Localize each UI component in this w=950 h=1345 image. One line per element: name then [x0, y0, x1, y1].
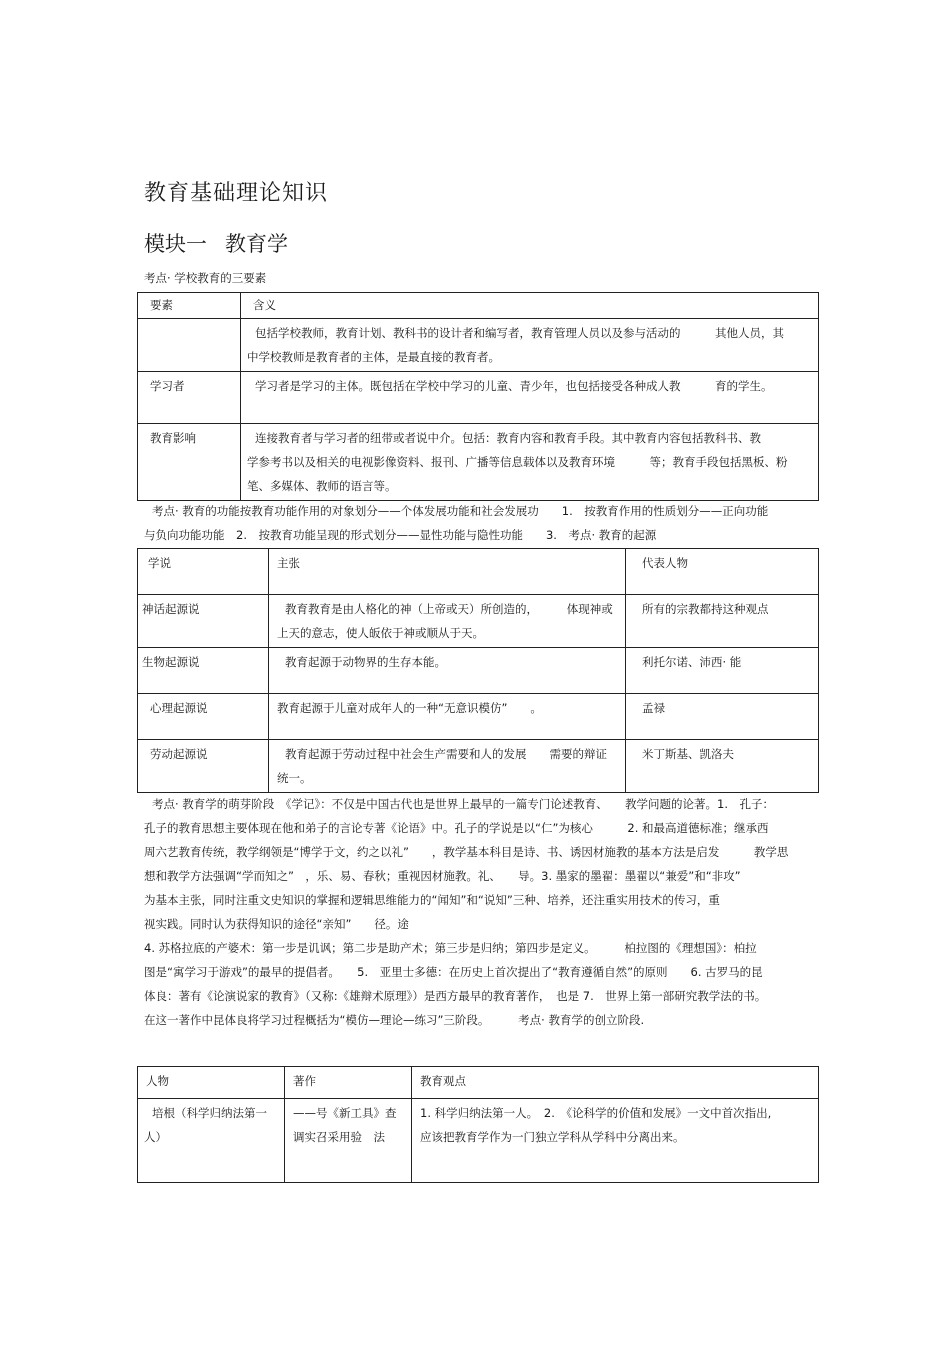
content-line: 包括学校教师，教育计划、教科书的设计者和编写者，教育管理人员以及参与活动的 其他人员，其	[255, 326, 784, 340]
cell-line: 1. 科学归纳法第一人。 2. 《论科学的价值和发展》一文中首次指出,	[420, 1106, 772, 1120]
paragraph-functions	[144, 499, 824, 547]
table-row	[138, 319, 819, 372]
table-row	[138, 694, 819, 740]
paragraph-line: 为基本主张，同时注重文史知识的掌握和逻辑思维能力的“闻知”和“说知”三种、培养，还注重实用技术的传习，重	[144, 893, 720, 907]
theory-name: 生物起源说	[138, 648, 269, 694]
document-title: 教育基础理论知识	[144, 181, 329, 206]
module-name: 教育学	[225, 232, 288, 256]
header-cell: 含义	[241, 293, 819, 319]
theory-claim	[269, 648, 626, 694]
table-row	[138, 372, 819, 424]
theory-name: 心理起源说	[138, 694, 269, 740]
claim-line: 教育起源于劳动过程中社会生产需要和人的发展 需要的辩证	[285, 747, 607, 761]
table-header-row	[138, 293, 819, 319]
header-cell: 要素	[138, 293, 241, 319]
view-cell	[412, 1099, 819, 1183]
paragraph-line: 4. 苏格拉底的产婆术：第一步是讥讽；第二步是助产术；第三步是归纳；第四步是定义。 柏拉图的《理想国》：柏拉	[144, 941, 757, 955]
founders-table	[137, 1066, 819, 1183]
paragraph-line: 在这一著作中昆体良将学习过程概括为“模仿—理论—练习”三阶段。 考点· 教育学的创立阶段.	[144, 1013, 645, 1027]
paragraph-line: 孔子的教育思想主要体现在他和弟子的言论专著《论语》中。孔子的学说是以“仁”为核心 2. 和最高道德标准；继承西	[144, 821, 769, 835]
theory-name: 神话起源说	[138, 595, 269, 648]
claim-line: 教育教育是由人格化的神（上帝或天）所创造的， 体现神或	[285, 602, 613, 616]
content-line: 学参考书以及相关的电视影像资料、报刊、广播等信息载体以及教育环境 等；教育手段包括黑板、粉	[247, 455, 788, 469]
cell-line: 调实召采用验 法	[293, 1130, 385, 1144]
paragraph-line: 与负向功能功能 2. 按教育功能呈现的形式划分——显性功能与隐性功能 3. 考点· 教育的起源	[144, 528, 657, 542]
cell-line: 人）	[144, 1130, 167, 1144]
cell-line: 应该把教育学作为一门独立学科从学科中分离出来。	[420, 1130, 685, 1144]
row-label: 教育影响	[138, 424, 241, 501]
claim-line: 教育起源于儿童对成年人的一种“无意识模仿” 。	[277, 701, 542, 715]
claim-line: 统一。	[277, 771, 312, 785]
theory-claim	[269, 694, 626, 740]
theory-name: 劳动起源说	[138, 740, 269, 793]
table-row	[138, 1099, 819, 1183]
header-cell: 人物	[138, 1067, 285, 1099]
paragraph-line: 图是“寓学习于游戏”的最早的提倡者。 5. 亚里士多德：在历史上首次提出了“教育遵循自然”的原则 6. 古罗马的昆	[144, 965, 763, 979]
paragraph-line: 考点· 教育学的萌芽阶段 《学记》：不仅是中国古代也是世界上最早的一篇专门论述教育、 教学问题的论著。1. 孔子：	[152, 797, 775, 811]
row-label: 学习者	[138, 372, 241, 424]
header-cell: 代表人物	[626, 549, 819, 595]
header-cell: 主张	[269, 549, 626, 595]
paragraph-line: 想和教学方法强调“学而知之” ，乐、易、春秋；重视因材施教。礼、 导。3. 墨家的墨翟：墨翟以“兼爱”和“非攻”	[144, 869, 741, 883]
row-content	[241, 319, 819, 372]
paragraph-line: 体良：著有《论演说家的教育》（又称:《雄辩术原理》）是西方最早的教育著作， 也是 7. 世界上第一部研究教学法的书。	[144, 989, 767, 1003]
theory-representative: 利托尔诺、沛西· 能	[626, 648, 819, 694]
table-row	[138, 424, 819, 501]
header-cell: 著作	[285, 1067, 412, 1099]
content-line: 笔、多媒体、教师的语言等。	[247, 479, 397, 493]
theory-representative: 所有的宗教都持这种观点	[626, 595, 819, 648]
work-cell	[285, 1099, 412, 1183]
paragraph-line: 周六艺教育传统，教学纲领是“博学于文，约之以礼” ，教学基本科目是诗、书、诱因材施教的基本方法是启发 教学思	[144, 845, 789, 859]
table-header-row	[138, 549, 819, 595]
cell-line: 培根（科学归纳法第一	[152, 1106, 267, 1120]
elements-table	[137, 292, 819, 501]
table-row	[138, 740, 819, 793]
claim-line: 教育起源于动物界的生存本能。	[285, 655, 446, 669]
theory-claim	[269, 595, 626, 648]
person-cell	[138, 1099, 285, 1183]
content-line: 连接教育者与学习者的纽带或者说中介。包括：教育内容和教育手段。其中教育内容包括教科书、教	[255, 431, 761, 445]
theory-claim	[269, 740, 626, 793]
content-line: 中学校教师是教育者的主体，是最直接的教育者。	[247, 350, 500, 364]
paragraph-history	[144, 792, 824, 1032]
header-cell: 教育观点	[412, 1067, 819, 1099]
origins-table	[137, 548, 819, 793]
paragraph-line: 视实践。同时认为获得知识的途径“亲知” 径。途	[144, 917, 409, 931]
table-header-row	[138, 1067, 819, 1099]
section-heading: 考点· 学校教育的三要素	[144, 271, 267, 285]
content-line: 学习者是学习的主体。既包括在学校中学习的儿童、青少年，也包括接受各种成人教 育的学生。	[255, 379, 773, 393]
cell-line: ——号《新工具》查	[293, 1106, 397, 1120]
table-row	[138, 648, 819, 694]
theory-representative: 孟禄	[626, 694, 819, 740]
paragraph-line: 考点· 教育的功能按教育功能作用的对象划分——个体发展功能和社会发展功 1. 按教育作用的性质划分——正向功能	[152, 504, 769, 518]
module-heading	[144, 228, 288, 258]
theory-representative: 米丁斯基、凯洛夫	[626, 740, 819, 793]
module-label: 模块一	[144, 232, 207, 256]
claim-line: 上天的意志，使人皈依于神或顺从于天。	[277, 626, 484, 640]
header-cell: 学说	[138, 549, 269, 595]
row-label	[138, 319, 241, 372]
row-content	[241, 372, 819, 424]
row-content	[241, 424, 819, 501]
table-row	[138, 595, 819, 648]
